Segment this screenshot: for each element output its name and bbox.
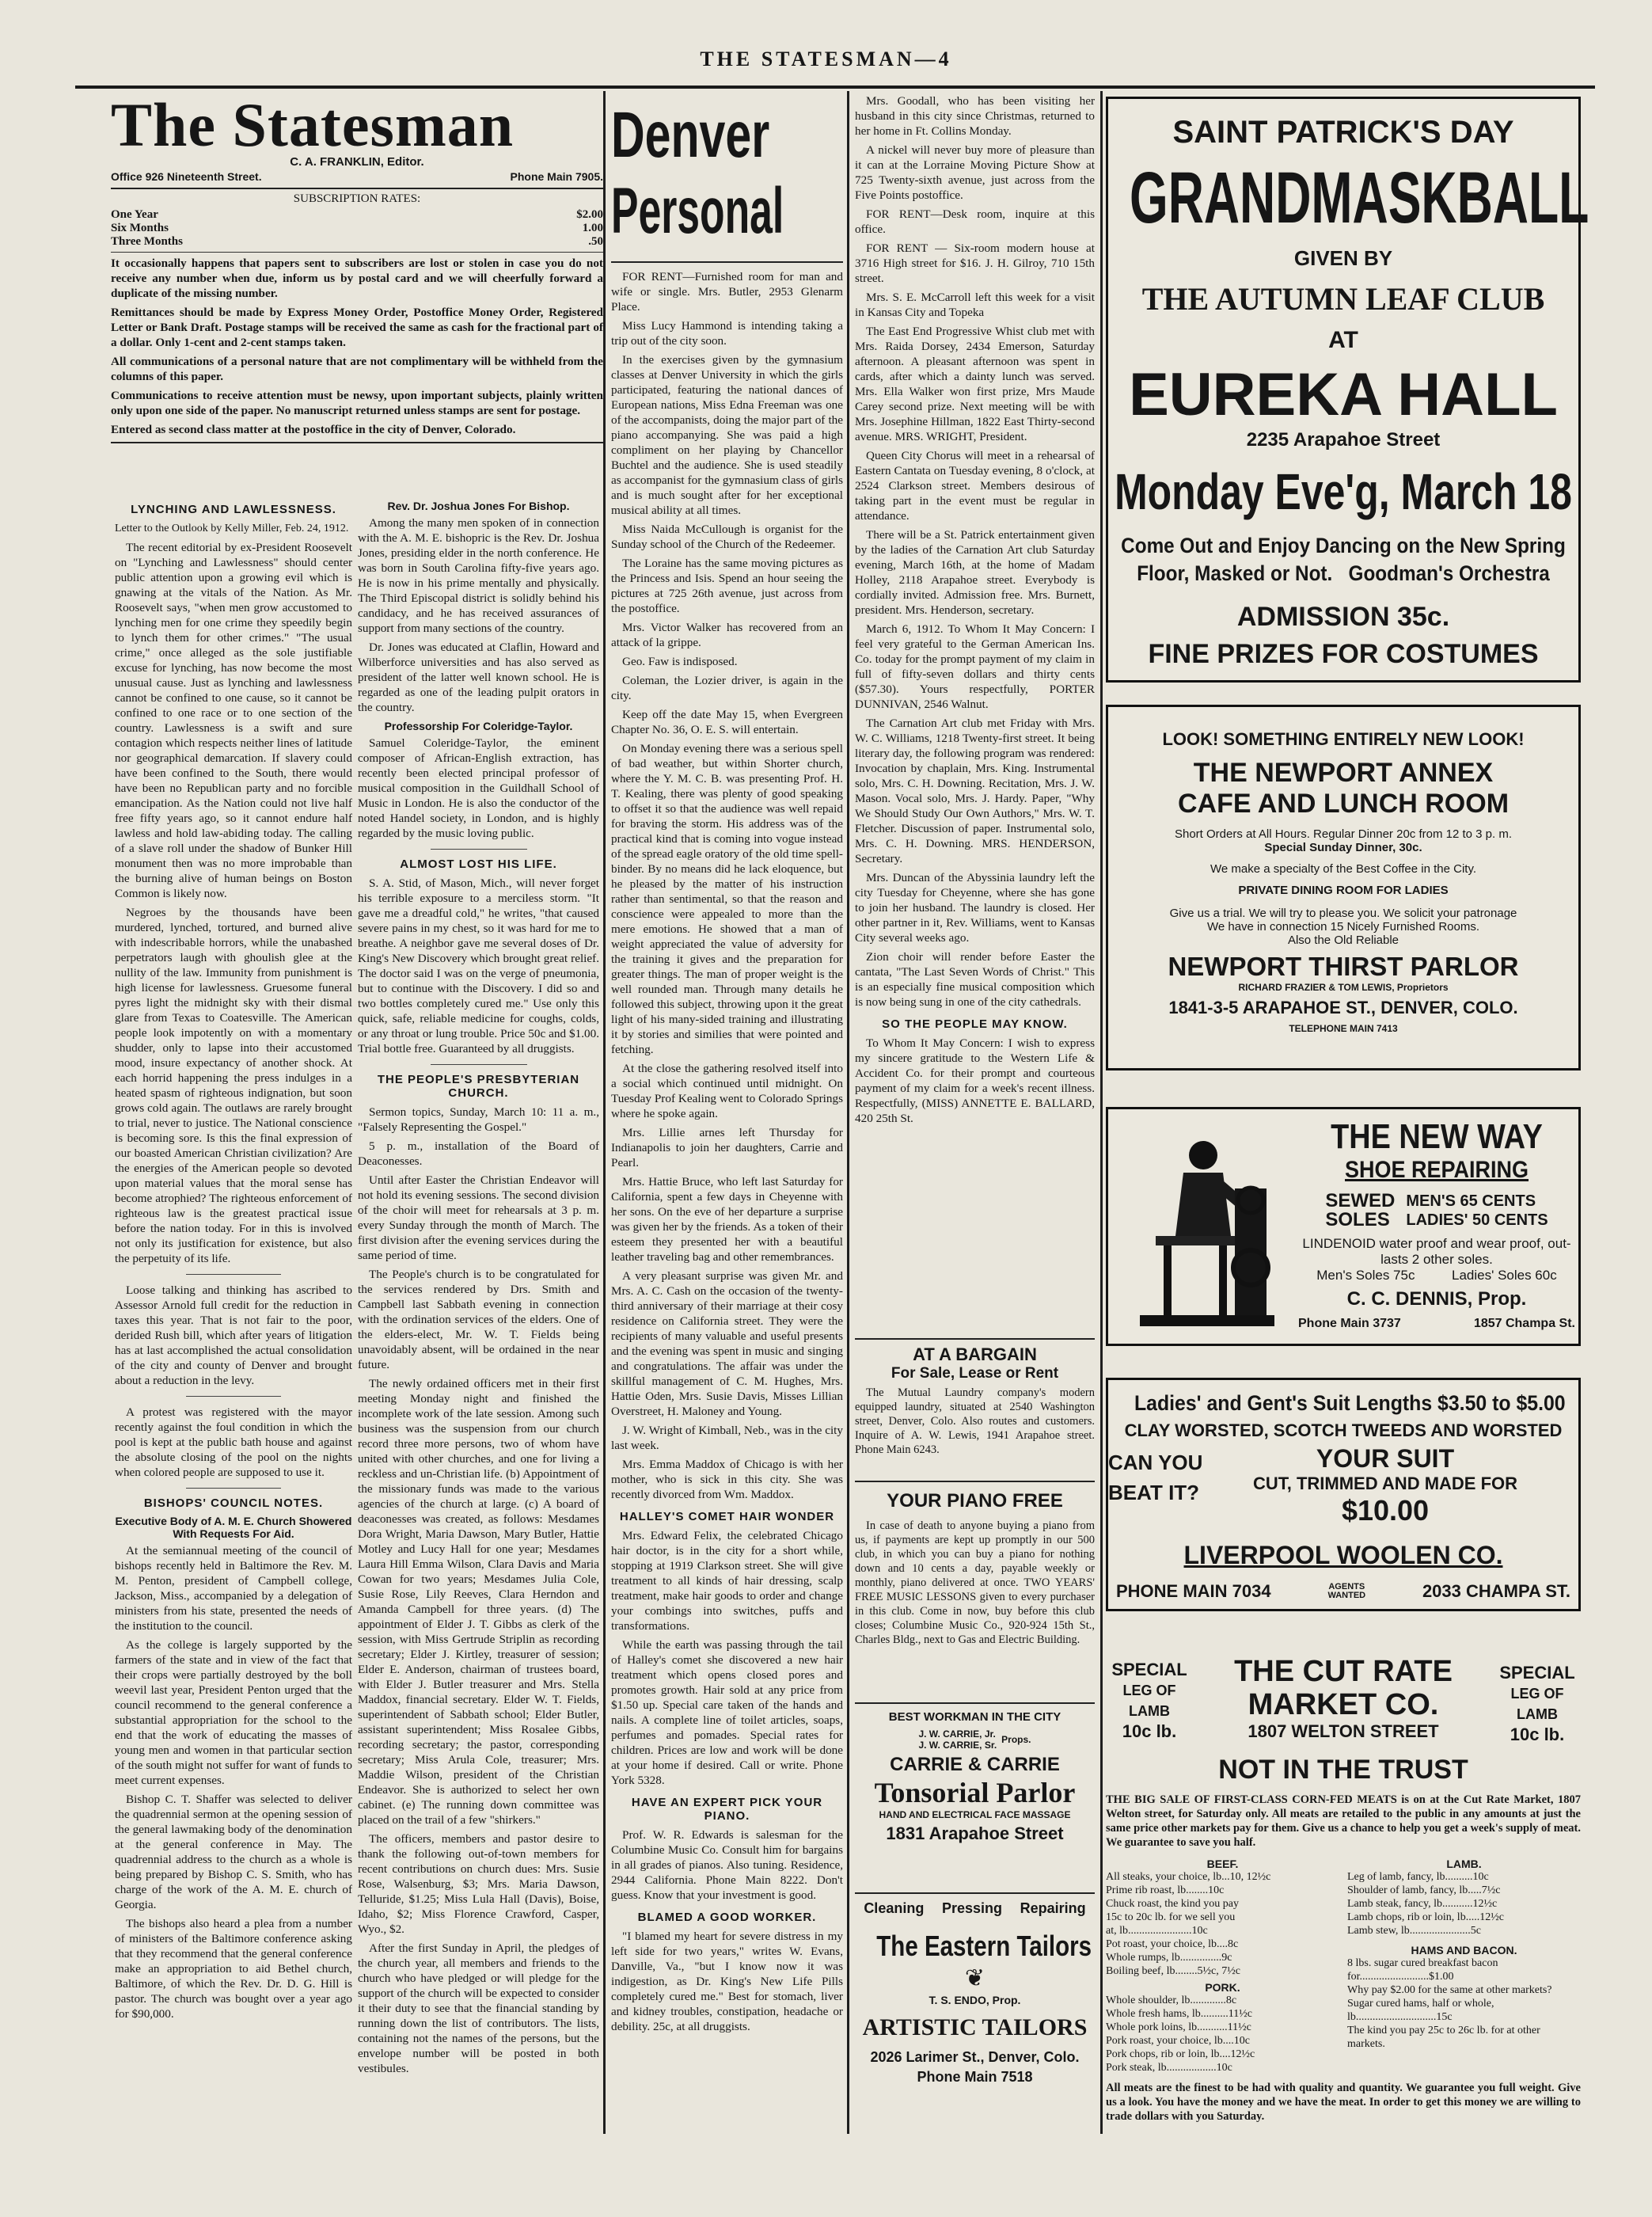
maskball-address: 2235 Arapahoe Street xyxy=(1246,429,1441,451)
article-paragraph: The People's church is to be congratulated for the services rendered by Drs. Smith and Campbell last Sabbath evening in connection with the ordination services of the elders. One of the elders-elect, Mr. W. T. Fields being unavoidably absent, will be ordained in the near future. xyxy=(358,1268,599,1371)
piano-text: In case of death to anyone buying a piano from us, if payments are kept up promptly in our 500 club, in which you can buy a piano for nothing down and 10 cents a day, payable weekly or monthly, piano delivered at once. TWO YEARS' FREE MUSIC LESSONS given to every purchaser in this club. Come in now, buy before this club closes; Columbine Music Co., 920-924 15th St., Charles Bldg., next to Gas and Electric Building. xyxy=(855,1519,1095,1646)
maskball-ad xyxy=(1106,97,1589,683)
meat-heading: PORK. xyxy=(1205,1981,1240,1994)
notice: Communications to receive attention must be newsy, upon important subjects, plainly written only upon one side of the paper. No manuscript returned unless stamps are sent for postage. xyxy=(111,389,603,417)
running-head: THE STATESMAN—4 xyxy=(700,48,952,70)
news-item: Zion choir will render before Easter the cantata, "The Last Seven Words of Christ." This is an especially fine musical composition which is now being sung in one of the city cathedrals. xyxy=(855,950,1095,1009)
rate-label: Six Months xyxy=(111,222,169,234)
meat-item: Pot roast, your choice, lb....8c xyxy=(1106,1938,1239,1950)
newport-line: We have in connection 15 Nicely Furnished Rooms. xyxy=(1206,920,1480,934)
meat-item: Why pay $2.00 for the same at other markets? xyxy=(1347,1984,1552,1996)
news-item: The Loraine has the same moving pictures as the Princess and Isis. Spend an hour seeing the pictures at 725 26th avenue, just across from the postoffice. xyxy=(611,557,843,615)
column-rule xyxy=(1100,91,1103,2134)
news-item: FOR RENT—Furnished room for man and wife or single. Mrs. Butler, 2953 Glenarm Place. xyxy=(611,270,843,314)
article-paragraph: Prof. W. R. Edwards is salesman for the Columbine Music Co. Consult him for bargains in all grades of pianos. Also tuning. Residence, 2944 California. Phone Main 8222. Don't guess. Know that your investment is good. xyxy=(611,1828,843,1902)
meat-item: Leg of lamb, fancy, lb..........10c xyxy=(1347,1871,1489,1883)
tailors-title2: ARTISTIC TAILORS xyxy=(862,2014,1088,2040)
newport-line: Also the Old Reliable xyxy=(1287,934,1399,947)
article-paragraph: Negroes by the thousands have been murdered, lynched, tortured, and burned alive with indescribable horrors, while the unabashed perpetrators laugh with ghoulish glee at the nullity of the law. Immunity from punishment is high license for lawlessness. Gruesome funeral pyres light the midnight sky with their dismal glare from Texas to Coatesville. The American people look impotently on with a momentary shudder, only to lapse into their accustomed mood, insure expectancy of another shock. At each horrid happening the press indulges in a heated spasm of righteous indignation, but soon grows cold again. The outlaws are rarely brought to trial, never to justice. The National conscience is becoming sore. Is this the final expression of our boasted American Christian civilization? Are the energies of the American people so devoted upon material values that the moral sense has become atrophied? The righteous enforcement of righteous law is the greatest practical issue before the nation today. For in this is involved not only its justification for existence, but also the perpetuity of its life. xyxy=(115,906,352,1265)
news-item: The Carnation Art club met Friday with Mrs. W. C. Williams, 1218 Twenty-first street. It being literary day, the following program was rendered: Invocation by chaplain, Mrs. King. Instrumental solo, Mrs. C. H. Downing. Recitation, Mrs. J. W. Mason. Vocal solo, Mrs. J. Hardy. Paper, "Why We Should Study Our Own Authors," Mrs. W. T. Fletcher. Discussion of paper. Instrumental solo, Mrs. C. H. Downing. MRS. HENDERSON, Secretary. xyxy=(855,717,1095,865)
rate-row xyxy=(111,208,603,222)
meat-heading: BEEF. xyxy=(1206,1858,1239,1870)
column-1 xyxy=(115,495,352,2142)
meat-item: Boiling beef, lb........5½c, 7½c xyxy=(1106,1965,1240,1977)
meat-item: at, lb.......................10c xyxy=(1106,1925,1208,1937)
newport-address: 1841-3-5 ARAPAHOE ST., DENVER, COLO. xyxy=(1168,998,1518,1017)
woolen-agents: AGENTS WANTED xyxy=(1327,1582,1366,1600)
rate-price: $2.00 xyxy=(576,208,603,221)
shoe-sewed: SEWED xyxy=(1325,1190,1396,1211)
article-paragraph: As the college is largely supported by the farmers of the state and in view of the fact that their crops were partially destroyed by the boll weevil last year, President Penton urged that the council recommend to the general conference a substantial appropriation for the school to the end that the work of educating the masses of young men and women in that particular section of the south might not suffer for want of funds to meet current expenses. xyxy=(115,1638,352,1787)
meat-item: Lamb stew, lb......................5c xyxy=(1347,1925,1482,1937)
cutrate-leg: LEG OF LAMB xyxy=(1510,1686,1564,1722)
news-item: Mrs. Hattie Bruce, who left last Saturday for California, spent a few days in Cheyenne with her sons. On the eve of her departure a surprise was given her by the friends. As a token of their esteem they presented her with a beautiful leather traveling bag and other remembrances. xyxy=(611,1175,843,1264)
cutrate-price: 10c lb. xyxy=(1510,1725,1565,1744)
meat-item: Lamb steak, fancy, lb...........12½c xyxy=(1347,1898,1498,1910)
article-heading: BLAMED A GOOD WORKER. xyxy=(637,1911,817,1924)
shoe-price-men: MEN'S 65 CENTS xyxy=(1406,1192,1536,1210)
maskball-date: Monday Eve'g, March 18 xyxy=(1115,463,1572,520)
news-item: March 6, 1912. To Whom It May Concern: I feel very grateful to the German American Ins. Co. today for the prompt payment of my claim in full of fifty-seven dollars and thirty cents ($57.30). Yours respectfully, PORTER DUNNIVAN, 2546 Walnut. xyxy=(855,622,1095,711)
newport-title: CAFE AND LUNCH ROOM xyxy=(1177,789,1510,819)
news-item: Geo. Faw is indisposed. xyxy=(622,655,738,668)
news-item: FOR RENT—Desk room, inquire at this office. xyxy=(855,207,1095,236)
column-4 xyxy=(855,93,1095,1329)
woolen-address: 2033 CHAMPA ST. xyxy=(1422,1581,1570,1601)
newport-line: Short Orders at All Hours. Regular Dinner 20c from 12 to 3 p. m. xyxy=(1174,827,1512,841)
header-rule xyxy=(75,86,1595,89)
meat-item: 15c to 20c lb. for we sell you xyxy=(1106,1911,1236,1923)
bargain-title: AT A BARGAIN xyxy=(913,1344,1037,1364)
column-2 xyxy=(358,495,599,2142)
tonsorial-name: CARRIE & CARRIE xyxy=(890,1754,1060,1775)
tonsorial-ad xyxy=(855,1702,1095,1844)
rates-table xyxy=(111,208,603,249)
newport-line: Special Sunday Dinner, 30c. xyxy=(1264,841,1422,854)
piano-ad xyxy=(855,1481,1095,1647)
article-paragraph: Samuel Coleridge-Taylor, the eminent composer of African-English extraction, has recently been elected principal professor of musical composition in the Guildhall School of Music in London. He is also the conductor of the noted Handel society, in London, and is highly regarded by the music loving public. xyxy=(358,736,599,840)
newport-parlor: NEWPORT THIRST PARLOR xyxy=(1168,952,1519,981)
bargain-text: The Mutual Laundry company's modern equipped laundry, situated at 2540 Washington street, Denver, Colo. Also routes and customers. Inquire of A. W. Lewis, 1941 Arapahoe street. Phone Main 6243. xyxy=(855,1386,1095,1456)
article-subheading: Executive Body of A. M. E. Church Showered With Requests For Aid. xyxy=(115,1515,352,1540)
news-item: Mrs. Lillie arnes left Thursday for Indianapolis to join her daughters, Carrie and Pearl. xyxy=(611,1126,843,1169)
meat-item: Pork chops, rib or loin, lb....12½c xyxy=(1106,2048,1255,2060)
news-item: A very pleasant surprise was given Mr. and Mrs. A. C. Cash on the occasion of the twenty-third anniversary of their marriage at their cosy residence on California street. They were the recipients of many valuable and useful presents and the evening was spent in music and singing and congratulations. The affair was under the skillful management of C. M. Hughes, Mrs. Hattie Oden, Mrs. Susie Davis, Misses Lillian Overstreet, H. Maloney and Young. xyxy=(611,1269,843,1418)
notice: Entered as second class matter at the postoffice in the city of Denver, Colorado. xyxy=(111,423,516,436)
article-paragraph: The bishops also heard a plea from a number of ministers of the Baltimore conference asking that they recommend that the general conference make an appropriation to aid Bethel church, Baltimore, of which the Rev. Dr. D. G. Hill is pastor. The church was bought over a year ago for $90,000. xyxy=(115,1917,352,2021)
maskball-prizes: FINE PRIZES FOR COSTUMES xyxy=(1148,639,1539,669)
rate-label: Three Months xyxy=(111,235,183,248)
news-item: Mrs. Victor Walker has recovered from an attack of la grippe. xyxy=(611,621,843,649)
service-label: Cleaning xyxy=(864,1900,925,1916)
cutrate-address: 1807 WELTON STREET xyxy=(1248,1721,1439,1741)
maskball-admission: ADMISSION 35c. xyxy=(1236,602,1450,632)
maskball-line: THE AUTUMN LEAF CLUB xyxy=(1141,281,1545,317)
newport-ad xyxy=(1106,705,1581,1070)
cobbler-illustration-icon xyxy=(1124,1125,1282,1331)
shoe-ad xyxy=(1106,1107,1581,1346)
meat-item: Whole fresh hams, lb..........11½c xyxy=(1106,2008,1252,2020)
news-item: Mrs. Emma Maddox of Chicago is with her mother, who is sick in this city. She was recently divorced from Wm. Maddox. xyxy=(611,1458,843,1501)
news-item: A nickel will never buy more of pleasure than it can at the Lorraine Moving Picture Show at 725 Twenty-sixth avenue, just across from the Five Points postoffice. xyxy=(855,143,1095,202)
woolen-ad xyxy=(1106,1378,1581,1611)
cutrate-name: THE CUT RATE xyxy=(1234,1655,1453,1688)
proprietor-name: J. W. CARRIE, Jr. xyxy=(918,1728,996,1740)
maskball-line: Floor, Masked or Not. xyxy=(1137,561,1333,585)
newport-line: LOOK! SOMETHING ENTIRELY NEW LOOK! xyxy=(1162,729,1525,749)
rate-price: 1.00 xyxy=(582,222,603,234)
cutrate-leg: LEG OF LAMB xyxy=(1122,1683,1176,1719)
masthead-office: Office 926 Nineteenth Street. xyxy=(111,170,262,183)
article-paragraph: After the first Sunday in April, the pledges of the church year, all members and friends to the church who have pledged or will pledge for the support of the church will be expected to consider it their duty to see that the financial standing by running down the list of contributors. The lists, containing not the names of the persons, but the envelope number will be posted in both vestibules. xyxy=(358,1941,599,2075)
news-item: Queen City Chorus will meet in a rehearsal of Eastern Cantata on Tuesday evening, 8 o'clock, at 2524 Clarkson street. Members desirous of taking part in the event must be regular in attendance. xyxy=(855,449,1095,523)
article-paragraph: "I blamed my heart for severe distress in my left side for two years," writes W. Evans, Danville, Va., "but I know now it was indigestion, as Dr. King's New Life Pills completely cured me." Best for stomach, liver and kidney troubles, constipation, headache or debility. 25c, at all druggists. xyxy=(611,1930,843,2033)
cutrate-trust: NOT IN THE TRUST xyxy=(1218,1755,1468,1785)
rate-label: One Year xyxy=(111,208,158,221)
shoe-price-ladies: LADIES' 50 CENTS xyxy=(1406,1211,1548,1229)
woolen-beat-it: BEAT IT? xyxy=(1108,1481,1200,1504)
woolen-company: LIVERPOOL WOOLEN CO. xyxy=(1183,1541,1503,1569)
meat-item: All steaks, your choice, lb...10, 12½c xyxy=(1106,1871,1271,1883)
newport-line: PRIVATE DINING ROOM FOR LADIES xyxy=(1238,884,1449,897)
article-paragraph: Among the many men spoken of in connection with the A. M. E. bishopric is the Rev. Dr. Joshua Jones, presiding elder in the north conference. He was born in South Carolina fifty-five years ago. He is now in his prime mentally and physically. The Third Episcopal district is solidly behind his candidacy, and he has received assurances of support from many sections of the country. xyxy=(358,516,599,635)
shoe-subtitle: SHOE REPAIRING xyxy=(1344,1157,1529,1183)
news-item: There will be a St. Patrick entertainment given by the ladies of the Carnation Art club Saturday evening, March 16th, at the home of Madam Holley, 2118 Arapahoe street. Everybody is cordially invited. Admission free. Mrs. Burnett, president. Mrs. Henderson, secretary. xyxy=(855,528,1095,617)
meat-heading: LAMB. xyxy=(1446,1858,1482,1870)
article-heading: Professorship For Coleridge-Taylor. xyxy=(384,720,573,732)
meat-item: Chuck roast, the kind you pay xyxy=(1106,1898,1239,1910)
piano-title: YOUR PIANO FREE xyxy=(887,1490,1063,1512)
service-label: Pressing xyxy=(941,1900,1003,1916)
meat-item: Sugar cured hams, half or whole, lb.............................15c xyxy=(1347,1998,1494,2023)
news-item: At the close the gathering resolved itself into a social which continued until midnight. On Tuesday Prof Kealing went to Colorado Springs where he spoke again. xyxy=(611,1062,843,1120)
article-paragraph: The recent editorial by ex-President Roosevelt on "Lynching and Lawlessness" should center public attention upon a growing evil which is gnawing at the vitals of the Nation. As Mr. Roosevelt says, "when men grow accustomed to lynching men for one crime they speedily begin to lynch them for other crimes." "The usual crime," once alleged as the sole justifiable excuse for lynching, has now become the most unusual cause. Just as lynching and lawlessness cannot be confined to one cause, so it cannot be confined to one race or to one section of the country. Lawlessness is a swift and sure contagion which respects neither lines of latitude nor geographical demarcation. If slavery could have been confined to the South, there would have been no Republican party and no forcible emancipation. As the Nation could not live half free fifty years ago, so it cannot endure half lawless and hold law-abiding today. The calling of a slave roll under the shadow of Bunker Hill monument then was no more improbable than the burning alive of human beings on Boston Common is likely now. xyxy=(115,541,352,900)
news-item: Keep off the date May 15, when Evergreen Chapter No. 36, O. E. S. will entertain. xyxy=(611,708,843,736)
maskball-line: Come Out and Enjoy Dancing on the New Spring xyxy=(1121,534,1566,557)
cutrate-intro: THE BIG SALE OF FIRST-CLASS CORN-FED MEATS is on at the Cut Rate Market, 1807 Welton street, for Saturday only. All meats are retailed to the public in any amounts at just the same price other markets pay for them. Give us a chance to help you get a week's supply of meat. We guarantee to save you half. xyxy=(1106,1793,1581,1849)
masthead-title: The Statesman xyxy=(111,90,515,159)
tailors-ad xyxy=(855,1892,1095,2086)
maskball-line: GIVEN BY xyxy=(1293,246,1393,270)
newport-title: THE NEWPORT ANNEX xyxy=(1193,758,1494,788)
notice: It occasionally happens that papers sent to subscribers are lost or stolen in case you do not receive any number when due, inform us by postal card and we will cheerfully forward a duplicate of the missing number. xyxy=(111,257,603,300)
news-item: J. W. Wright of Kimball, Neb., was in the city last week. xyxy=(611,1424,843,1452)
newport-phone: TELEPHONE MAIN 7413 xyxy=(1289,1023,1398,1034)
woolen-can-you: CAN YOU xyxy=(1108,1451,1203,1474)
meat-item: Pork steak, lb..................10c xyxy=(1106,2062,1232,2074)
proprietor-name: J. W. CARRIE, Sr. xyxy=(918,1740,997,1751)
meat-heading: HAMS AND BACON. xyxy=(1411,1944,1517,1957)
column-rule xyxy=(847,91,849,2134)
article-heading: Rev. Dr. Joshua Jones For Bishop. xyxy=(387,500,570,512)
news-item: Coleman, the Lozier driver, is again in the city. xyxy=(611,674,843,702)
article-paragraph: At the semiannual meeting of the council of bishops recently held in Baltimore the Rev. M. M. Penton, president of Campbell college, Jackson, Miss., accompanied by a delegation of ministers from his state, presented the needs of the institution to the council. xyxy=(115,1544,352,1633)
shoe-title: THE NEW WAY xyxy=(1331,1117,1543,1156)
woolen-line: CUT, TRIMMED AND MADE FOR xyxy=(1252,1474,1518,1493)
article-heading: ALMOST LOST HIS LIFE. xyxy=(400,858,557,871)
article-paragraph: 5 p. m., installation of the Board of Deaconesses. xyxy=(358,1139,599,1168)
newport-line: Give us a trial. We will try to please you. We solicit your patronage xyxy=(1169,907,1517,920)
article-heading: HAVE AN EXPERT PICK YOUR PIANO. xyxy=(631,1796,823,1823)
article-paragraph: Sermon topics, Sunday, March 10: 11 a. m., "Falsely Representing the Gospel." xyxy=(358,1105,599,1134)
article-paragraph: The newly ordained officers met in their first meeting Monday night and finished the incomplete work of the late session. Among such business was the suspension from our church record three more persons, two of whom have united with other churches, and one for living a reckless and un-Christian life. (b) Appointment of the missionary funds was made to the various agencies of the church at large. (c) A board of deaconesses was created, as follows: Mesdames Dora Wright, Maria Dawson, Mary Butler, Hattie Motley and Lucy Hall for one year; Mesdames Laura Hill Emma Wilson, Clara Davis and Maria Cowan for two years; Mesdames Julia Cole, Susie Rose, Lily Reeves, Clara Herndon and Amanda Campbell for three years. (d) The appointment of Elder J. T. Gibbs as clerk of the session, with Miss Gertrude Striplin as recording secretary; Elder J. Kirtley, treasurer of session; Elder E. Anderson, chairman of trustees board, with Elder J. Butler treasurer and Mrs. Stella Maddox, financial secretary. Elder W. T. Fields, superintendent of Sabbath school; Elder Butler, assistant superintendent; Miss Rosalee Gibbs, recording secretary; the pastor, corresponding secretary; Miss Arula Cole, treasurer; Mrs. Maddie Wilson, president of the Christian Endeavor. She is authorized to select her own cabinet. (e) The running down committee was placed on the trail of a few "shirkers." xyxy=(358,1377,599,1827)
woolen-line: CLAY WORSTED, SCOTCH TWEEDS AND WORSTED xyxy=(1124,1420,1563,1440)
notice: All communications of a personal nature that are not complimentary will be withheld from the columns of this paper. xyxy=(111,355,603,383)
shoe-phone: Phone Main 3737 xyxy=(1298,1317,1401,1330)
notice: Remittances should be made by Express Money Order, Postoffice Money Order, Registered Letter or Bank Draft. Postage stamps will be received the same as cash for the fractional part of a dollar. Only 1-cent and 2-cent stamps taken. xyxy=(111,306,603,349)
maskball-line: SAINT PATRICK'S DAY xyxy=(1172,115,1514,150)
article-paragraph: Until after Easter the Christian Endeavor will not hold its evening sessions. The second division of the choir will meet for rehearsals at 3 p. m. every Sunday through the month of March. The first division after the evening services during the same period of time. xyxy=(358,1173,599,1262)
cutrate-special: SPECIAL xyxy=(1499,1663,1575,1683)
article-paragraph: The officers, members and pastor desire to thank the following out-of-town members for recent contributions on church dues: Mrs. Susie Rose, Walsenburg, $3; Mrs. Maria Dawson, Telluride, $1.25; Miss Lula Hall (Davis), Boise, Idaho, $2; Miss Florence Crawford, Casper, Wyo., $2. xyxy=(358,1832,599,1936)
article-paragraph: Bishop C. T. Shaffer was selected to deliver the quadrennial sermon at the opening session of the general lawmaking body of the denomination at the general conference in May. The quadrennial address to the church as a whole is being prepared by Bishop C. S. Smith, who has charge of the work of the A. M. E. church of Georgia. xyxy=(115,1793,352,1911)
article-heading: THE PEOPLE'S PRESBYTERIAN CHURCH. xyxy=(377,1073,580,1100)
service-label: Repairing xyxy=(1020,1900,1086,1916)
maskball-venue: EUREKA HALL xyxy=(1129,361,1558,428)
woolen-phone: PHONE MAIN 7034 xyxy=(1116,1581,1271,1601)
meat-item: Whole rumps, lb...............9c xyxy=(1106,1952,1232,1964)
tailors-title: The Eastern Tailors xyxy=(876,1930,1092,1962)
props-label: Props. xyxy=(1001,1734,1031,1745)
maskball-line: AT xyxy=(1328,327,1358,353)
news-item: Miss Naida McCullough is organist for the Sunday school of the Church of the Redeemer. xyxy=(611,523,843,551)
article-paragraph: Loose talking and thinking has ascribed to Assessor Arnold full credit for the reduction in taxes this year. That is not fair to the poor, derided Rush bill, which after years of litigation has at last accomplished the actual consolidation of the city and county of Denver and brought about a reduction in the levy. xyxy=(115,1283,352,1387)
meat-item: Prime rib roast, lb........10c xyxy=(1106,1884,1225,1896)
rate-price: .50 xyxy=(588,235,603,248)
news-item: Mrs. S. E. McCarroll left this week for a visit in Kansas City and Topeka xyxy=(855,291,1095,319)
news-item: FOR RENT — Six-room modern house at 3716 High street for $16. J. H. Gilroy, 710 15th street. xyxy=(855,241,1095,285)
tonsorial-address: 1831 Arapahoe Street xyxy=(886,1823,1064,1843)
masthead xyxy=(111,90,603,443)
article-heading: SO THE PEOPLE MAY KNOW. xyxy=(882,1017,1068,1031)
tailors-address: 2026 Larimer St., Denver, Colo. xyxy=(870,2049,1080,2065)
article-heading: BISHOPS' COUNCIL NOTES. xyxy=(143,1496,324,1510)
meat-item: Lamb chops, rib or loin, lb.....12½c xyxy=(1347,1911,1504,1923)
tonsorial-kicker: BEST WORKMAN IN THE CITY xyxy=(888,1710,1061,1724)
article-heading: HALLEY'S COMET HAIR WONDER xyxy=(619,1510,835,1523)
cutrate-ad xyxy=(1106,1637,1581,2136)
article-paragraph: Mrs. Edward Felix, the celebrated Chicago hair doctor, is in the city for a short while, stopping at 1919 Clarkson street. She will give treatment to all kinds of hair dressing, scalp treatment, make hair goods to order and change your combings into switches, puffs and transformations. xyxy=(611,1529,843,1633)
cutrate-name: MARKET CO. xyxy=(1248,1688,1439,1721)
article-paragraph: While the earth was passing through the tail of Halley's comet she discovered a new hair treatment which opens closed pores and promotes growth. Hair sold at any price from $1.50 up. Special care taken of the hands and nails. A complete line of toilet articles, soaps, perfumes and pomades. Special rates for children. Prices are low and work will be done at your home if desired. Call or write. Phone York 5328. xyxy=(611,1638,843,1787)
tailors-phone: Phone Main 7518 xyxy=(917,2069,1033,2085)
maskball-headline: GRANDMASKBALL xyxy=(1130,158,1589,238)
section-title: Denver xyxy=(611,99,770,171)
news-item: On Monday evening there was a serious spell of bad weather, but within Shorter church, where the Y. M. C. B. was presenting Prof. H. T. Kealing, there was plenty of good speaking to offset it so that the audience was well repaid for braving the storm. His address was of the practical kind that is coming into vogue instead of the spread eagle oratory of the old time spell-binder. By no means did he lack eloquence, but he pleased by the matter of his instruction rather than sentimental, so that the reason and conscience were appealed to more than the mere emotions. He showed that a man of weight appreciated the value of adversity for the training it gives and the preparation for greater things. The man of proper weight is the well rounded man. Through many details he followed this subject, throwing upon it the great light of his many-sided training and illustrating it by stories and similies that were pointed and fetching. xyxy=(611,742,843,1056)
rates-heading: SUBSCRIPTION RATES: xyxy=(293,192,421,205)
article-byline: Letter to the Outlook by Kelly Miller, Feb. 24, 1912. xyxy=(115,523,349,534)
news-item: Mrs. Duncan of the Abyssinia laundry left the city Tuesday for Cheyenne, where she has gone to join her husband. The laundry is closed. Her other partner in it, Rev. Williams, went to Kansas City several weeks ago. xyxy=(855,871,1095,945)
tonsorial-title: Tonsorial Parlor xyxy=(874,1777,1076,1808)
column-rule xyxy=(603,91,606,2134)
meat-item: 8 lbs. sugar cured breakfast bacon for.........................$1.00 xyxy=(1347,1957,1498,1983)
cutrate-price: 10c lb. xyxy=(1122,1721,1177,1741)
column-3 xyxy=(611,93,843,2142)
bargain-ad xyxy=(855,1338,1095,1457)
cutrate-special: SPECIAL xyxy=(1111,1660,1187,1679)
meat-item: Pork roast, your choice, lb....10c xyxy=(1106,2035,1250,2047)
newport-line: We make a specialty of the Best Coffee in the City. xyxy=(1210,862,1476,876)
ornament-icon: ❦ xyxy=(964,1965,986,1991)
woolen-line: Ladies' and Gent's Suit Lengths $3.50 to $5.00 xyxy=(1134,1391,1566,1415)
article-paragraph: A protest was registered with the mayor recently against the foul condition in which the pool is kept at the public bath house and against the absolute closing of the pool on the nights when colored people are supposed to use it. xyxy=(115,1405,352,1479)
shoe-lindenoid: LINDENOID water proof and wear proof, out-lasts 2 other soles. xyxy=(1302,1236,1571,1267)
woolen-price: $10.00 xyxy=(1341,1494,1430,1527)
masthead-phone: Phone Main 7905. xyxy=(510,170,603,183)
news-item: In the exercises given by the gymnasium classes at Denver University in which the girls participated, featuring the national dances of European nations, Miss Edna Freeman was one of the accompanists, doing the major part of the piano accompanying. She was paid a high compliment on her playing by Chancellor Buchtel and the audience. She is used steadily as accompanist for the gymnasium class of girls and is much sought after for her exceptional musical ability at all times. xyxy=(611,353,843,517)
article-paragraph: Dr. Jones was educated at Claflin, Howard and Wilberforce universities and has also served as president of the latter well known school. He is regarded as one of the leading pulpit orators in the country. xyxy=(358,641,599,714)
shoe-soles: SOLES xyxy=(1325,1209,1390,1230)
tailors-prop: T. S. ENDO, Prop. xyxy=(929,1994,1021,2006)
masthead-editor: C. A. FRANKLIN, Editor. xyxy=(290,155,424,169)
meat-item: Whole pork loins, lb...........11½c xyxy=(1106,2021,1251,2033)
news-item: Mrs. Goodall, who has been visiting her husband in this city since Christmas, returned to her home in Ft. Collins Monday. xyxy=(855,94,1095,138)
maskball-orchestra: Goodman's Orchestra xyxy=(1348,561,1550,585)
article-paragraph: To Whom It May Concern: I wish to express my sincere gratitude to the Western Life & Accident Co. for their prompt and courteous payment of my claim for a week's recent illness. Respectfully, (MISS) ANNETTE E. BALLARD, 420 25th St. xyxy=(855,1036,1095,1125)
shoe-ladies-soles: Ladies' Soles 60c xyxy=(1452,1268,1557,1283)
news-item: The East End Progressive Whist club met with Mrs. Raida Dorsey, 2434 Emerson, Saturday afternoon. A pleasant afternoon was spent in cards, after which a dainty lunch was served. Mrs. Ella Walker won first prize, Mrs Maude Carey second prize. Next meeting will be with Mrs. Josephine Hillman, 1822 East Thirty-second avenue. MRS. WRIGHT, President. xyxy=(855,325,1095,443)
bargain-subtitle: For Sale, Lease or Rent xyxy=(891,1365,1059,1382)
shoe-men-soles: Men's Soles 75c xyxy=(1316,1268,1415,1283)
tonsorial-sub: HAND AND ELECTRICAL FACE MASSAGE xyxy=(879,1809,1071,1820)
cutrate-footer: All meats are the finest to be had with quality and quantity. We guarantee you full weight. Give us a look. You have the money and we have the meat. In order to get this money we are willing to trade dollars with you Saturday. xyxy=(1106,2082,1581,2123)
section-title: Personal xyxy=(611,175,784,247)
rate-row xyxy=(111,222,603,235)
rate-row xyxy=(111,235,603,249)
woolen-your-suit: YOUR SUIT xyxy=(1316,1444,1455,1473)
newport-line: RICHARD FRAZIER & TOM LEWIS, Proprietors xyxy=(1238,982,1449,993)
meat-item: The kind you pay 25c to 26c lb. for at other markets. xyxy=(1347,2025,1540,2050)
news-item: Miss Lucy Hammond is intending taking a trip out of the city soon. xyxy=(611,319,843,348)
article-paragraph: S. A. Stid, of Mason, Mich., will never forget his terrible exposure to a merciless storm. "It gave me a dreadful cold," he writes, "that caused severe pains in my chest, so it was hard for me to breathe. A neighbor gave me several doses of Dr. King's New Discovery which brought great relief. The doctor said I was on the verge of pneumonia, but to continue with the Discovery. I did so and two bottles completely cured me." Use only this quick, safe, reliable medicine for coughs, colds, or any throat or lung trouble. Price 50c and $1.00. Trial bottle free. Guaranteed by all druggists. xyxy=(358,877,599,1055)
article-heading: LYNCHING AND LAWLESSNESS. xyxy=(131,503,336,516)
meat-item: Shoulder of lamb, fancy, lb.....7½c xyxy=(1347,1884,1501,1896)
shoe-prop: C. C. DENNIS, Prop. xyxy=(1346,1288,1527,1310)
meat-item: Whole shoulder, lb.............8c xyxy=(1106,1995,1237,2006)
shoe-address: 1857 Champa St. xyxy=(1473,1317,1575,1330)
